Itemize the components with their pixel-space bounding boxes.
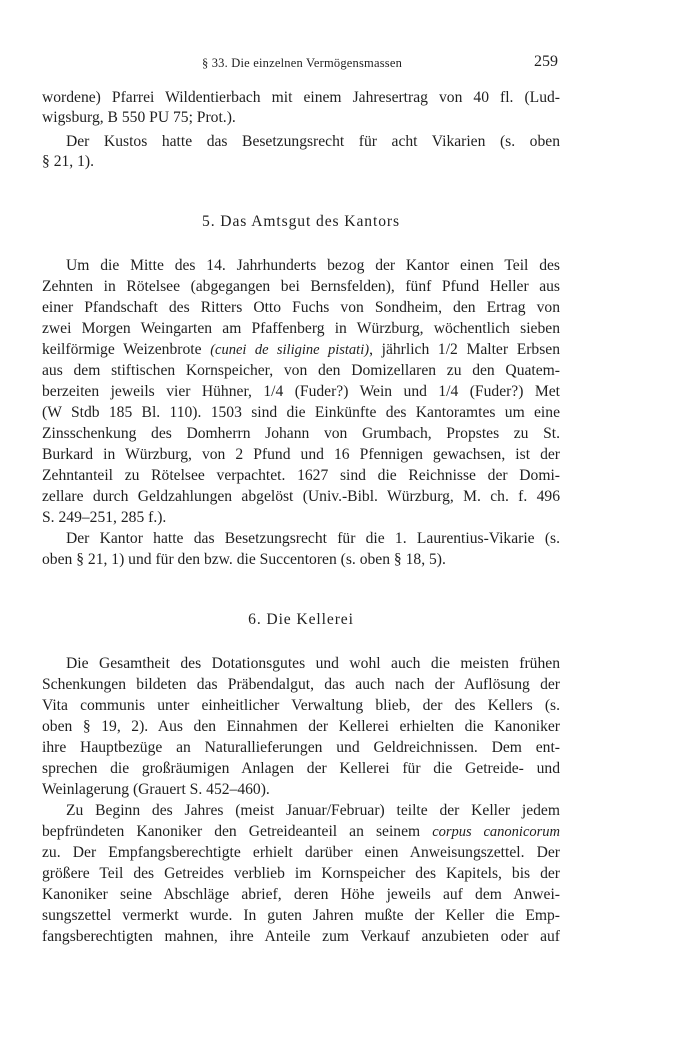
text-line [42, 340, 560, 360]
text-line: einer Pfandschaft des Ritters Otto Fuchs von Sondheim, den Ertrag von [42, 299, 560, 316]
text-line [42, 822, 560, 842]
text-segment: keilförmige Weizenbrote [42, 341, 202, 358]
text-line: sprechen die großräumigen Anlagen der Kellerei für die Getreide- und [42, 760, 560, 777]
text-line: Der Kustos hatte das Besetzungsrecht für acht Vikarien (s. oben [66, 133, 560, 150]
text-line: § 21, 1). [42, 153, 94, 170]
text-line: berzeiten jeweils vier Hühner, 1/4 (Fuder?) Wein und 1/4 (Fuder?) Met [42, 383, 560, 400]
text-line: größere Teil des Getreides verblieb im Kornspeicher des Kapitels, bis der [42, 865, 560, 882]
text-line: Zu Beginn des Jahres (meist Januar/Februar) teilte der Keller jedem [66, 802, 560, 819]
text-line: Um die Mitte des 14. Jahrhunderts bezog der Kantor einen Teil des [66, 257, 560, 274]
text-line: S. 249–251, 285 f.). [42, 509, 167, 526]
text-line: oben § 19, 2). Aus den Einnahmen der Kellerei erhielten die Kanoniker [42, 718, 560, 735]
text-line: Der Kantor hatte das Besetzungsrecht für die 1. Laurentius-Vikarie (s. [66, 530, 560, 547]
text-line: Weinlagerung (Grauert S. 452–460). [42, 781, 270, 798]
text-line: wigsburg, B 550 PU 75; Prot.). [42, 109, 236, 126]
text-line: Die Gesamtheit des Dotationsgutes und wohl auch die meisten frühen [66, 655, 560, 672]
text-segment: , jährlich 1/2 Malter Erbsen [369, 341, 561, 358]
text-segment: bepfründeten Kanoniker den Getreideanteil an seinem [42, 823, 421, 840]
page-header [42, 54, 562, 74]
text-line: Vita communis unter einheitlicher Verwaltung blieb, der des Kellers (s. [42, 697, 560, 714]
text-line: Zinsschenkung des Domherrn Johann von Grumbach, Propstes zu St. [42, 425, 560, 442]
text-line: Zehnten in Rötelsee (abgegangen bei Bernsfelden), fünf Pfund Heller aus [42, 278, 560, 295]
text-line: sungszettel vermerkt wurde. In guten Jahren mußte der Keller die Emp- [42, 907, 560, 924]
text-line: Schenkungen bildeten das Präbendalgut, das auch nach der Auflösung der [42, 676, 560, 693]
text-line: zu. Der Empfangsberechtigte erhielt darüber einen Anweisungszettel. Der [42, 844, 560, 861]
text-line: (W Stdb 185 Bl. 110). 1503 sind die Einkünfte des Kantoramtes um eine [42, 404, 560, 421]
text-line: wordene) Pfarrei Wildentierbach mit einem Jahresertrag von 40 fl. (Lud- [42, 89, 560, 106]
text-line: Kanoniker seine Abschläge abrief, deren Höhe jeweils auf dem Anwei- [42, 886, 560, 903]
text-line: zellare durch Geldzahlungen abgelöst (Univ.-Bibl. Würzburg, M. ch. f. 496 [42, 488, 560, 505]
section-heading-5: 5. Das Amtsgut des Kantors [202, 213, 400, 230]
text-line: Zehntanteil zu Rötelsee verpachtet. 1627 sind die Reichnisse der Domi- [42, 467, 560, 484]
text-line: zwei Morgen Weingarten am Pfaffenberg in Würzburg, wöchentlich sieben [42, 320, 560, 337]
text-line: Burkard in Würzburg, von 2 Pfund und 16 Pfennigen gewachsen, ist der [42, 446, 560, 463]
page-number: 259 [534, 53, 558, 70]
latin-phrase: corpus canonicorum [432, 824, 560, 840]
text-line: ihre Hauptbezüge an Naturallieferungen und Geldreichnissen. Dem ent- [42, 739, 560, 756]
running-head: § 33. Die einzelnen Vermögensmassen [201, 56, 403, 70]
text-line: oben § 21, 1) und für den bzw. die Succentoren (s. oben § 18, 5). [42, 551, 446, 568]
text-line: aus dem stiftischen Kornspeicher, von den Domizellaren zu den Quatem- [42, 362, 560, 379]
section-heading-6: 6. Die Kellerei [248, 611, 354, 628]
text-line: fangsberechtigten mahnen, ihre Anteile zum Verkauf anzubieten oder auf [42, 928, 560, 945]
latin-phrase: (cunei de siligine pistati) [210, 342, 370, 358]
